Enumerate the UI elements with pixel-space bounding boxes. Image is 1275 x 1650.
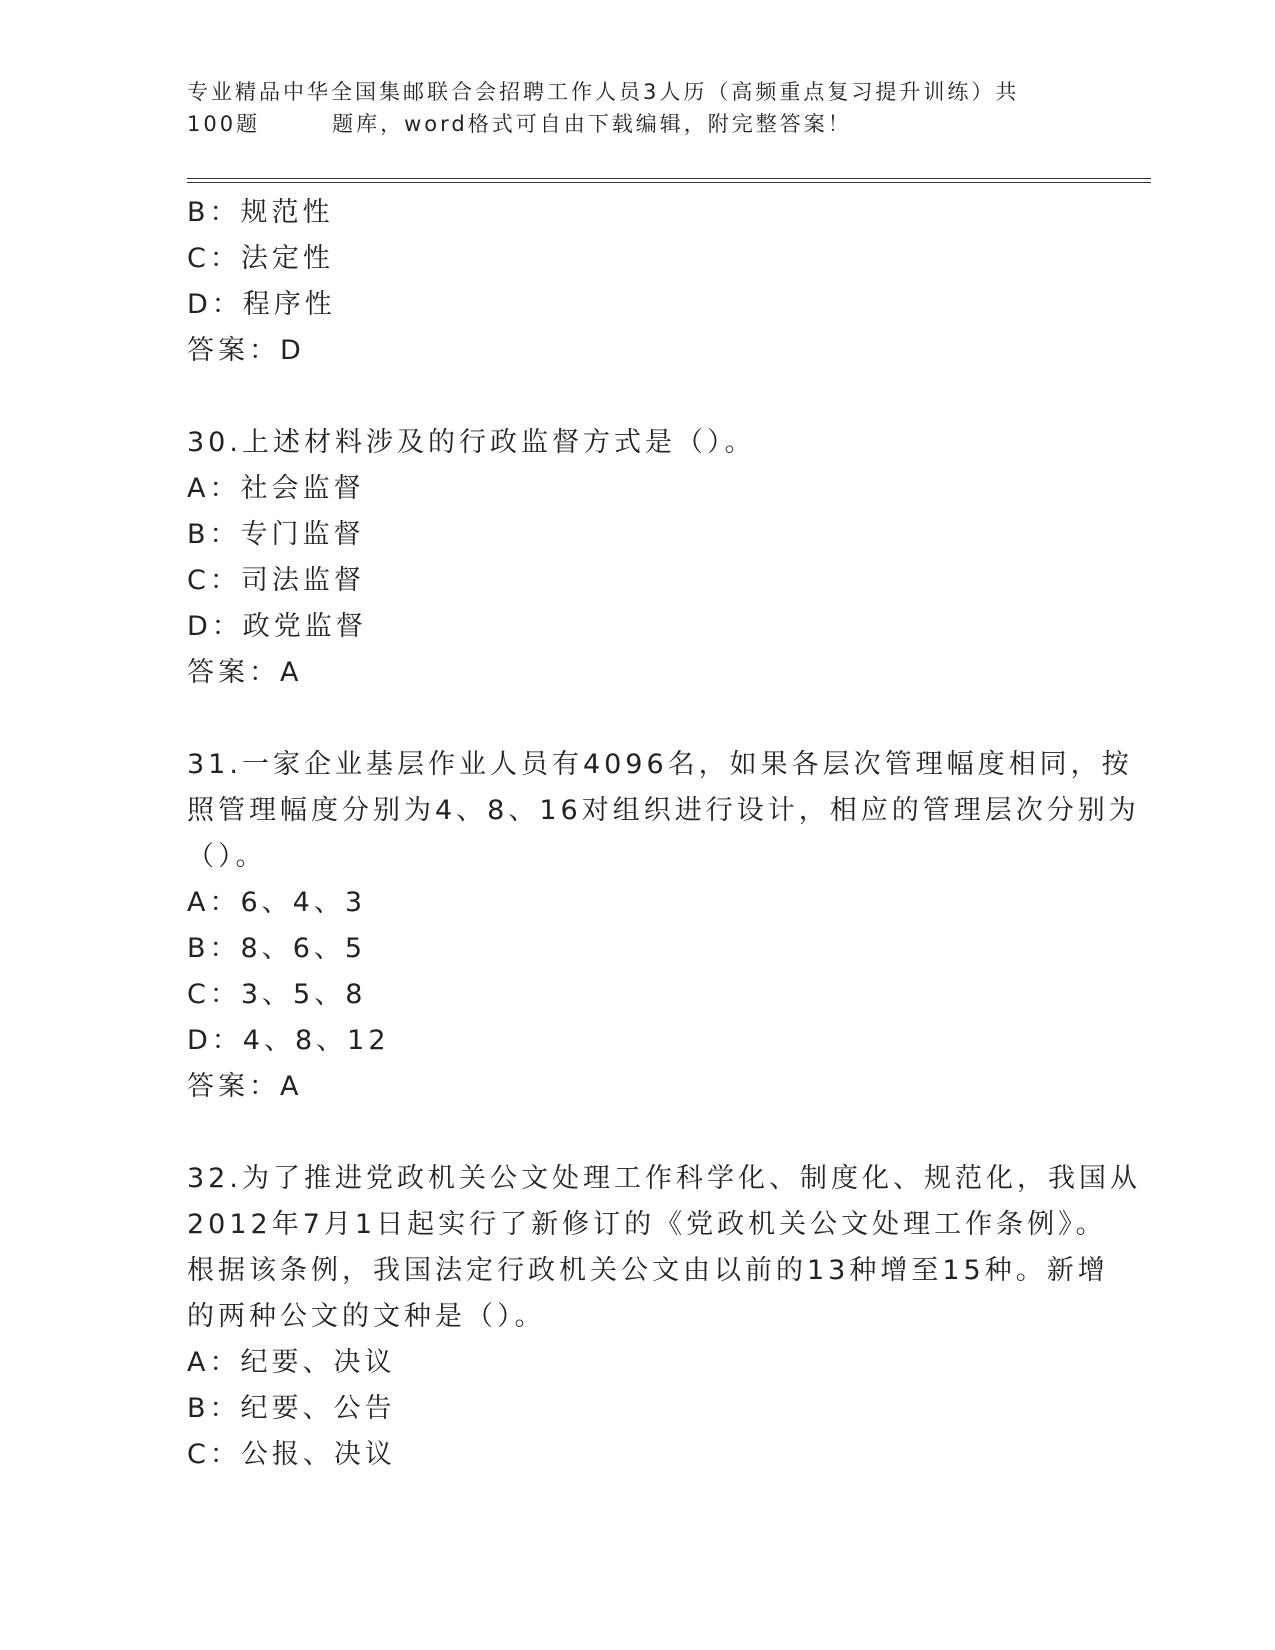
question-31 bbox=[187, 742, 1140, 1110]
question-text-line: （）。 bbox=[187, 841, 267, 872]
header-question-count: 100题 bbox=[187, 112, 261, 136]
option-d: D：政党监督 bbox=[187, 611, 367, 642]
question-text-line: 照管理幅度分别为4、8、16对组织进行设计，相应的管理层次分别为 bbox=[187, 795, 1140, 826]
question-text: 30.上述材料涉及的行政监督方式是（）。 bbox=[187, 427, 756, 458]
document-header bbox=[187, 76, 1067, 140]
option-c: C：3、5、8 bbox=[187, 979, 367, 1010]
option-b: B：规范性 bbox=[187, 197, 334, 228]
header-rule-bottom bbox=[187, 182, 1151, 183]
header-title-line2 bbox=[187, 108, 1067, 140]
option-c: C：公报、决议 bbox=[187, 1439, 396, 1470]
block-spacer bbox=[187, 696, 1087, 742]
option-c: C：司法监督 bbox=[187, 565, 365, 596]
option-c: C：法定性 bbox=[187, 243, 334, 274]
option-b: B：8、6、5 bbox=[187, 933, 367, 964]
previous-question-block bbox=[187, 190, 1087, 374]
question-text-line: 32.为了推进党政机关公文处理工作科学化、制度化、规范化，我国从 bbox=[187, 1163, 1141, 1194]
answer-line: 答案：D bbox=[187, 335, 305, 366]
question-list bbox=[187, 190, 1141, 1478]
header-title-line1: 专业精品中华全国集邮联合会招聘工作人员3人历（高频重点复习提升训练）共 bbox=[187, 80, 1020, 104]
header-description: 题库，word格式可自由下载编辑，附完整答案！ bbox=[332, 112, 852, 136]
question-30 bbox=[187, 420, 1087, 696]
option-a: A：纪要、决议 bbox=[187, 1347, 396, 1378]
option-b: B：专门监督 bbox=[187, 519, 365, 550]
question-text-line: 的两种公文的文种是（）。 bbox=[187, 1301, 546, 1332]
question-32 bbox=[187, 1156, 1141, 1478]
option-a: A：社会监督 bbox=[187, 473, 365, 504]
block-spacer bbox=[187, 1110, 1087, 1156]
block-spacer bbox=[187, 374, 1087, 420]
option-b: B：纪要、公告 bbox=[187, 1393, 396, 1424]
answer-line: 答案：A bbox=[187, 1071, 303, 1102]
header-rule-top bbox=[187, 178, 1151, 179]
option-d: D：程序性 bbox=[187, 289, 336, 320]
question-text-line: 31.一家企业基层作业人员有4096名，如果各层次管理幅度相同，按 bbox=[187, 749, 1133, 780]
option-d: D：4、8、12 bbox=[187, 1025, 390, 1056]
question-text-line: 2012年7月1日起实行了新修订的《党政机关公文处理工作条例》。 bbox=[187, 1209, 1107, 1240]
question-text-line: 根据该条例，我国法定行政机关公文由以前的13种增至15种。新增 bbox=[187, 1255, 1109, 1286]
option-a: A：6、4、3 bbox=[187, 887, 367, 918]
answer-line: 答案：A bbox=[187, 657, 303, 688]
